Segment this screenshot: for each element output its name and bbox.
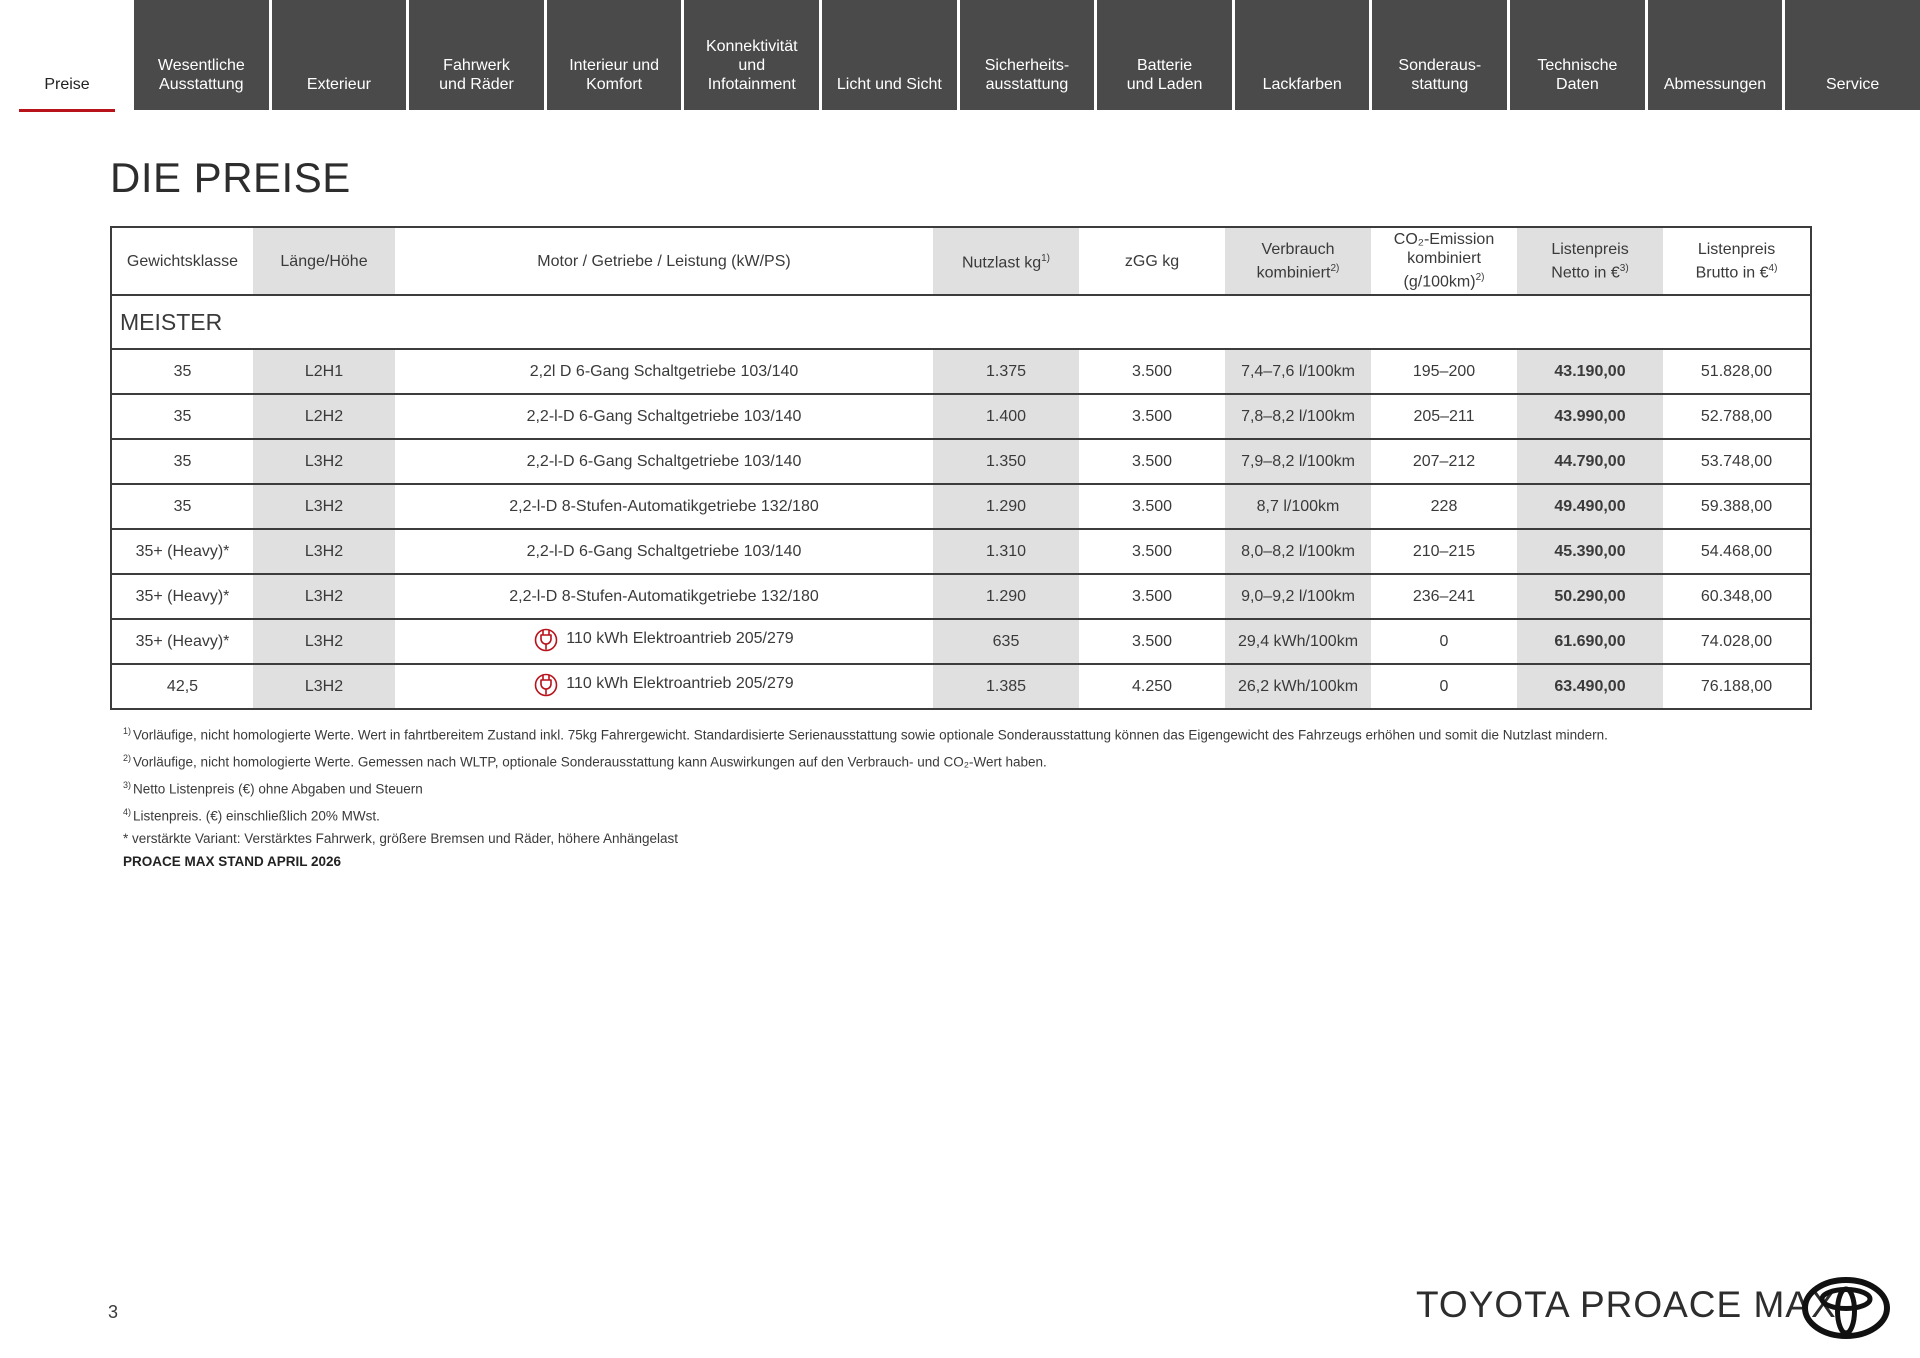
- nav-tab[interactable]: Sonderaus- stattung: [1372, 0, 1507, 110]
- cell-netto: 43.990,00: [1517, 394, 1663, 439]
- cell-netto: 49.490,00: [1517, 484, 1663, 529]
- header-brutto: Listenpreis Brutto in €$^{4)}$: [1695, 240, 1778, 282]
- nav-tab[interactable]: Service: [1785, 0, 1920, 110]
- cell-verbrauch: 7,4–7,6 l/100km: [1225, 349, 1371, 394]
- header-co2: CO₂-Emission kombiniert $(g/100km)^{2)}$: [1393, 231, 1495, 291]
- top-navigation: [0, 0, 1920, 110]
- cell-laenge-hoehe: L3H2: [253, 529, 395, 574]
- cell-gewichtsklasse: 35: [173, 497, 192, 515]
- nav-tab[interactable]: Abmessungen: [1648, 0, 1783, 110]
- nav-tab-list: [134, 0, 1920, 110]
- plug-icon: [534, 670, 558, 698]
- cell-co2: 0: [1439, 632, 1449, 650]
- table-header-row: [111, 227, 1811, 295]
- footnote: $^{1)}$ Vorläufige, nicht homologierte Werte. Wert in fahrtbereitem Zustand inkl. 75kg Fahrergewicht. Standardisierte Serienausstattung sowie optionale Sonderausstattung können das Eigengewicht des Fahrzeugs erhöhen und somit die Nutzlast mindern.: [123, 726, 1608, 743]
- header-zgg: zGG kg: [1124, 252, 1180, 270]
- cell-gewichtsklasse: 35: [173, 407, 192, 425]
- cell-nutzlast: 1.310: [933, 529, 1079, 574]
- cell-co2: 228: [1430, 497, 1458, 515]
- header-netto: Listenpreis Netto in €$^{3)}$: [1517, 227, 1663, 295]
- cell-laenge-hoehe: L3H2: [253, 619, 395, 664]
- cell-brutto: 53.748,00: [1700, 452, 1773, 470]
- table-row: [111, 439, 1811, 484]
- cell-verbrauch: 9,0–9,2 l/100km: [1225, 574, 1371, 619]
- cell-brutto: 74.028,00: [1700, 632, 1773, 650]
- header-verbrauch: Verbrauch kombiniert$^{2)}$: [1225, 227, 1371, 295]
- cell-verbrauch: 26,2 kWh/100km: [1225, 664, 1371, 709]
- cell-motor: 110 kWh Elektroantrieb 205/279: [395, 664, 933, 709]
- brand-name: TOYOTA PROACE MAX: [1416, 1284, 1837, 1325]
- cell-co2: 195–200: [1412, 362, 1476, 380]
- nav-tab[interactable]: Technische Daten: [1510, 0, 1645, 110]
- cell-motor: 110 kWh Elektroantrieb 205/279: [395, 619, 933, 664]
- cell-nutzlast: 635: [933, 619, 1079, 664]
- cell-brutto: 52.788,00: [1700, 407, 1773, 425]
- cell-gewichtsklasse: 35: [173, 362, 192, 380]
- cell-nutzlast: 1.400: [933, 394, 1079, 439]
- section-title: MEISTER: [111, 295, 1811, 349]
- table-row: [111, 529, 1811, 574]
- cell-zgg: 3.500: [1131, 632, 1173, 650]
- cell-gewichtsklasse: 35+ (Heavy)*: [135, 587, 230, 605]
- nav-tab[interactable]: Licht und Sicht: [822, 0, 957, 110]
- stand-note: PROACE MAX STAND APRIL 2026: [123, 853, 342, 869]
- footnote: $^{3)}$ Netto Listenpreis (€) ohne Abgaben und Steuern: [123, 780, 423, 797]
- cell-motor: 2,2-l-D 6-Gang Schaltgetriebe 103/140: [526, 407, 802, 425]
- nav-tab[interactable]: Batterie und Laden: [1097, 0, 1232, 110]
- cell-nutzlast: 1.385: [933, 664, 1079, 709]
- cell-zgg: 3.500: [1131, 452, 1173, 470]
- header-motor: Motor / Getriebe / Leistung (kW/PS): [537, 252, 791, 270]
- cell-nutzlast: 1.375: [933, 349, 1079, 394]
- footnotes: [123, 720, 1608, 873]
- cell-motor: 2,2-l-D 8-Stufen-Automatikgetriebe 132/180: [509, 497, 819, 515]
- cell-co2: 207–212: [1412, 452, 1476, 470]
- page-title: DIE PREISE: [110, 154, 351, 201]
- cell-zgg: 3.500: [1131, 497, 1173, 515]
- cell-co2: 210–215: [1412, 542, 1476, 560]
- cell-verbrauch: 8,7 l/100km: [1225, 484, 1371, 529]
- cell-laenge-hoehe: L3H2: [253, 484, 395, 529]
- cell-gewichtsklasse: 35: [173, 452, 192, 470]
- cell-verbrauch: 7,8–8,2 l/100km: [1225, 394, 1371, 439]
- toyota-logo-icon: [1802, 1277, 1890, 1339]
- cell-netto: 63.490,00: [1517, 664, 1663, 709]
- cell-laenge-hoehe: L3H2: [253, 664, 395, 709]
- cell-netto: 45.390,00: [1517, 529, 1663, 574]
- nav-tab[interactable]: Lackfarben: [1235, 0, 1370, 110]
- cell-co2: 236–241: [1412, 587, 1476, 605]
- cell-co2: 205–211: [1413, 407, 1475, 425]
- cell-nutzlast: 1.350: [933, 439, 1079, 484]
- cell-co2: 0: [1439, 677, 1449, 695]
- table-row: [111, 574, 1811, 619]
- table-row: [111, 619, 1811, 664]
- table-row: [111, 664, 1811, 709]
- cell-netto: 50.290,00: [1517, 574, 1663, 619]
- section-row: [111, 295, 1811, 349]
- cell-zgg: 4.250: [1131, 677, 1173, 695]
- table-row: [111, 394, 1811, 439]
- cell-motor: 2,2-l-D 6-Gang Schaltgetriebe 103/140: [526, 542, 802, 560]
- cell-zgg: 3.500: [1131, 542, 1173, 560]
- cell-motor: 2,2-l-D 8-Stufen-Automatikgetriebe 132/180: [509, 587, 819, 605]
- cell-gewichtsklasse: 35+ (Heavy)*: [135, 632, 230, 650]
- cell-gewichtsklasse: 42,5: [166, 677, 199, 695]
- cell-verbrauch: 8,0–8,2 l/100km: [1225, 529, 1371, 574]
- header-laenge-hoehe: Länge/Höhe: [253, 227, 395, 295]
- cell-zgg: 3.500: [1131, 407, 1173, 425]
- cell-netto: 61.690,00: [1517, 619, 1663, 664]
- plug-icon: [534, 625, 558, 653]
- cell-laenge-hoehe: L2H2: [253, 394, 395, 439]
- cell-nutzlast: 1.290: [933, 484, 1079, 529]
- nav-tab[interactable]: Wesentliche Ausstattung: [134, 0, 269, 110]
- table-row: [111, 349, 1811, 394]
- cell-laenge-hoehe: L2H1: [253, 349, 395, 394]
- header-nutzlast: Nutzlast $kg^{1)}$: [933, 227, 1079, 295]
- cell-laenge-hoehe: L3H2: [253, 574, 395, 619]
- nav-tab[interactable]: Konnektivität und Infotainment: [684, 0, 819, 110]
- nav-tab[interactable]: Sicherheits- ausstattung: [960, 0, 1095, 110]
- footnote: $^{2)}$ Vorläufige, nicht homologierte Werte. Gemessen nach WLTP, optionale Sonderausstattung kann Auswirkungen auf den Verbrauch- und CO₂-Wert haben.: [123, 753, 1047, 770]
- footnote: * verstärkte Variant: Verstärktes Fahrwerk, größere Bremsen und Räder, höhere Anhängelast: [123, 831, 679, 846]
- cell-gewichtsklasse: 35+ (Heavy)*: [135, 542, 230, 560]
- table-row: [111, 484, 1811, 529]
- cell-zgg: 3.500: [1131, 587, 1173, 605]
- cell-netto: 44.790,00: [1517, 439, 1663, 484]
- cell-motor: 2,2-l-D 6-Gang Schaltgetriebe 103/140: [526, 452, 802, 470]
- cell-brutto: 59.388,00: [1700, 497, 1773, 515]
- nav-tab[interactable]: Exterieur: [272, 0, 407, 110]
- cell-brutto: 51.828,00: [1700, 362, 1773, 380]
- cell-brutto: 54.468,00: [1700, 542, 1773, 560]
- nav-tab[interactable]: Interieur und Komfort: [547, 0, 682, 110]
- cell-laenge-hoehe: L3H2: [253, 439, 395, 484]
- cell-verbrauch: 7,9–8,2 l/100km: [1225, 439, 1371, 484]
- nav-tab-preise[interactable]: Preise: [0, 0, 134, 110]
- cell-netto: 43.190,00: [1517, 349, 1663, 394]
- nav-tab[interactable]: Fahrwerk und Räder: [409, 0, 544, 110]
- cell-motor: 2,2l D 6-Gang Schaltgetriebe 103/140: [529, 362, 799, 380]
- price-table: [110, 226, 1812, 710]
- cell-nutzlast: 1.290: [933, 574, 1079, 619]
- cell-zgg: 3.500: [1131, 362, 1173, 380]
- header-gewichtsklasse: Gewichtsklasse: [126, 252, 239, 270]
- footnote: $^{4)}$ Listenpreis. (€) einschließlich 20% MWst.: [123, 807, 380, 824]
- page-number: 3: [108, 1302, 119, 1322]
- cell-brutto: 76.188,00: [1700, 677, 1773, 695]
- cell-verbrauch: 29,4 kWh/100km: [1225, 619, 1371, 664]
- cell-brutto: 60.348,00: [1700, 587, 1773, 605]
